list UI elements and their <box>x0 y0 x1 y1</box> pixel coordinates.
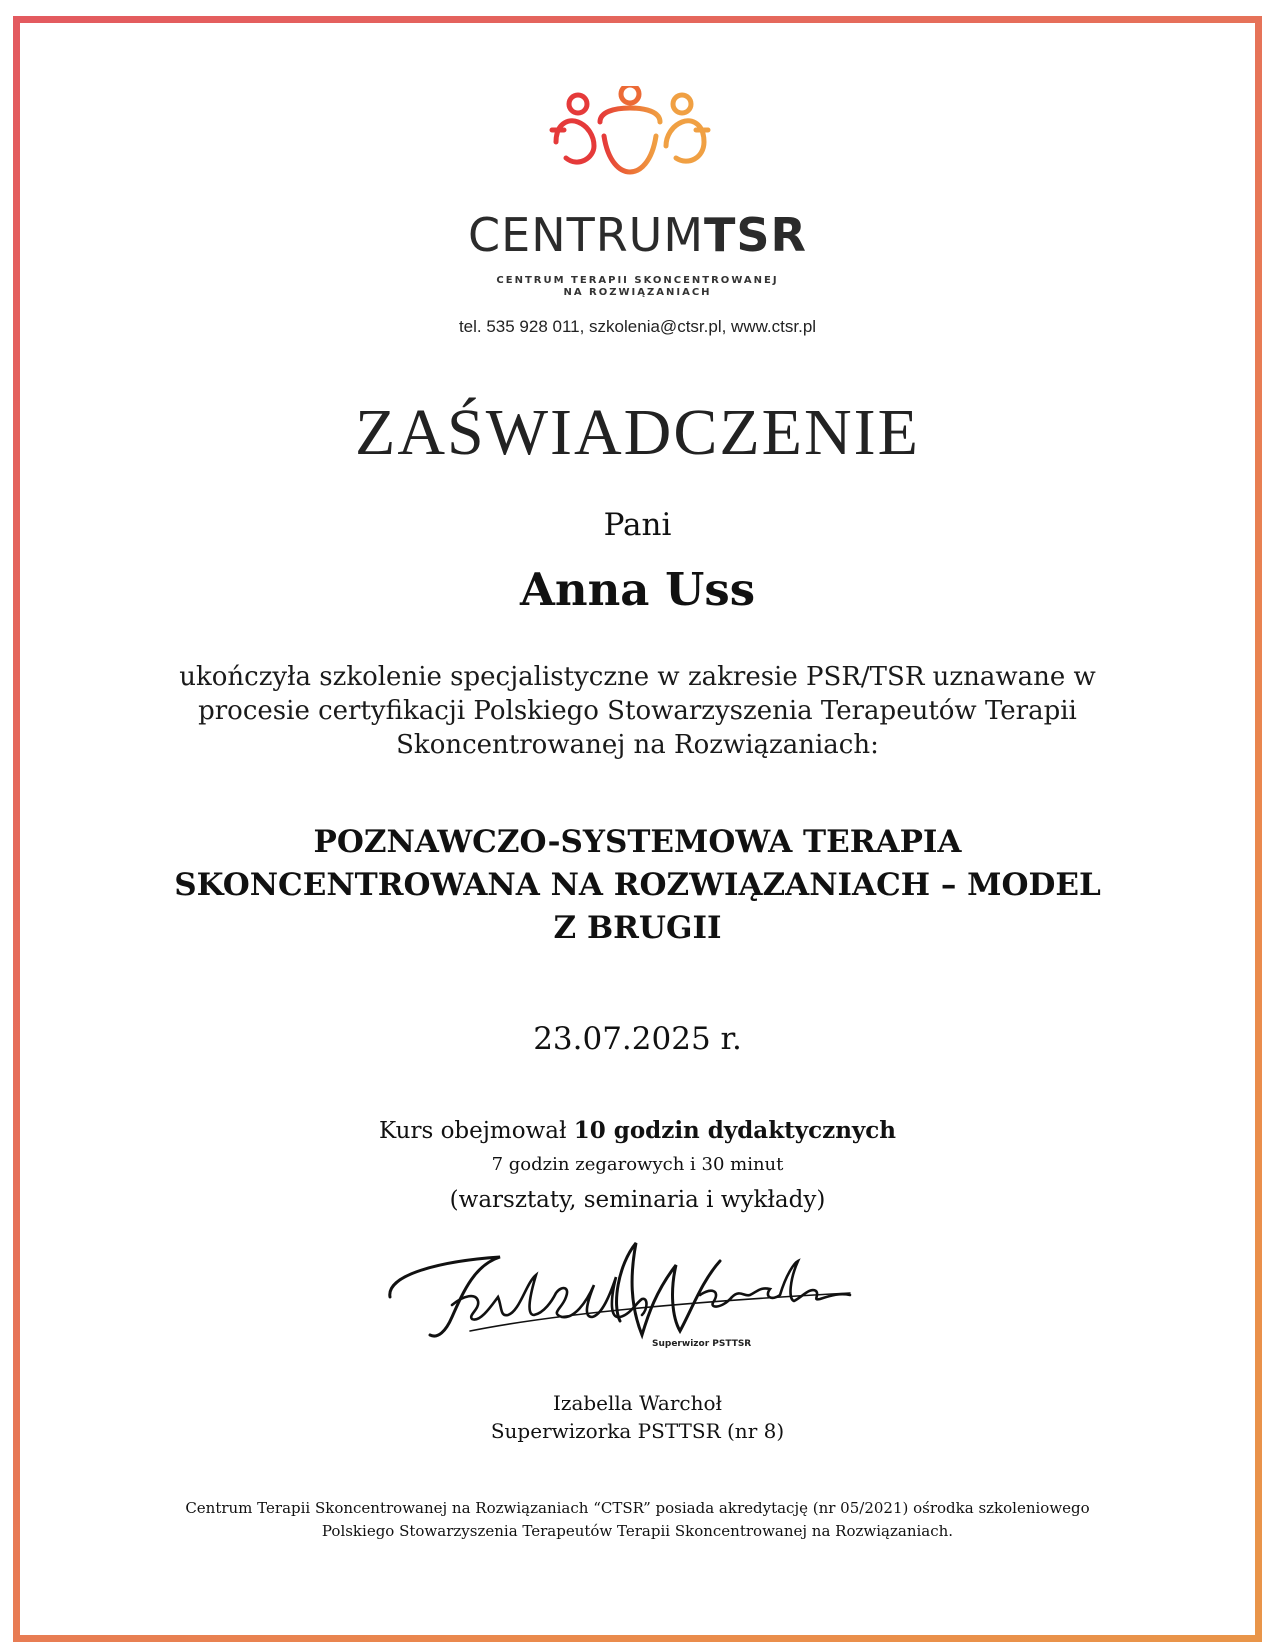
recipient-name: Anna Uss <box>519 563 756 616</box>
hours-count: 10 godzin dydaktycznych <box>573 1117 897 1144</box>
course-title-line: SKONCENTROWANA NA ROZWIĄZANIACH – MODEL <box>174 867 1101 903</box>
logo-subtitle-line2: NA ROZWIĄZANIACH <box>563 287 712 298</box>
page-title: ZAŚWIADCZENIE <box>355 396 920 469</box>
signer-role: Superwizorka PSTTSR (nr 8) <box>490 1419 785 1443</box>
body-line: Skoncentrowanej na Rozwiązaniach: <box>396 730 879 760</box>
signer-name: Izabella Warchoł <box>553 1391 722 1415</box>
certificate-body <box>0 660 1275 762</box>
course-title-line: Z BRUGII <box>553 910 722 946</box>
handwritten-signature <box>380 1235 860 1359</box>
course-forms: (warsztaty, seminaria i wykłady) <box>449 1187 826 1213</box>
logo-name-bold: TSR <box>704 208 807 262</box>
body-line: procesie certyfikacji Polskiego Stowarzyszenia Terapeutów Terapii <box>198 696 1077 726</box>
accreditation-footer <box>0 1497 1275 1543</box>
hours-prefix: Kurs obejmował <box>378 1118 574 1144</box>
footer-line: Centrum Terapii Skoncentrowanej na Rozwiązaniach “CTSR” posiada akredytację (nr 05/2021) ośrodka szkoleniowego <box>185 1499 1090 1517</box>
course-hours <box>0 1115 1275 1147</box>
course-date: 23.07.2025 r. <box>533 1021 742 1057</box>
course-title <box>0 821 1275 950</box>
logo-subtitle-line1: CENTRUM TERAPII SKONCENTROWANEJ <box>496 275 779 286</box>
logo-subtitle <box>0 275 1275 299</box>
contact-info: tel. 535 928 011, szkolenia@ctsr.pl, www.ctsr.pl <box>458 317 817 336</box>
logo-wordmark <box>0 208 1275 262</box>
salutation: Pani <box>603 507 672 543</box>
logo-name-light: CENTRUM <box>468 208 705 262</box>
footer-line: Polskiego Stowarzyszenia Terapeutów Terapii Skoncentrowanej na Rozwiązaniach. <box>321 1522 954 1540</box>
clock-time: 7 godzin zegarowych i 30 minut <box>491 1154 784 1175</box>
course-title-line: POZNAWCZO-SYSTEMOWA TERAPIA <box>313 824 962 860</box>
signature-stamp-caption: Superwizor PSTTSR <box>652 1339 752 1349</box>
three-people-logo-icon <box>548 86 728 190</box>
body-line: ukończyła szkolenie specjalistyczne w zakresie PSR/TSR uznawane w <box>179 662 1096 692</box>
